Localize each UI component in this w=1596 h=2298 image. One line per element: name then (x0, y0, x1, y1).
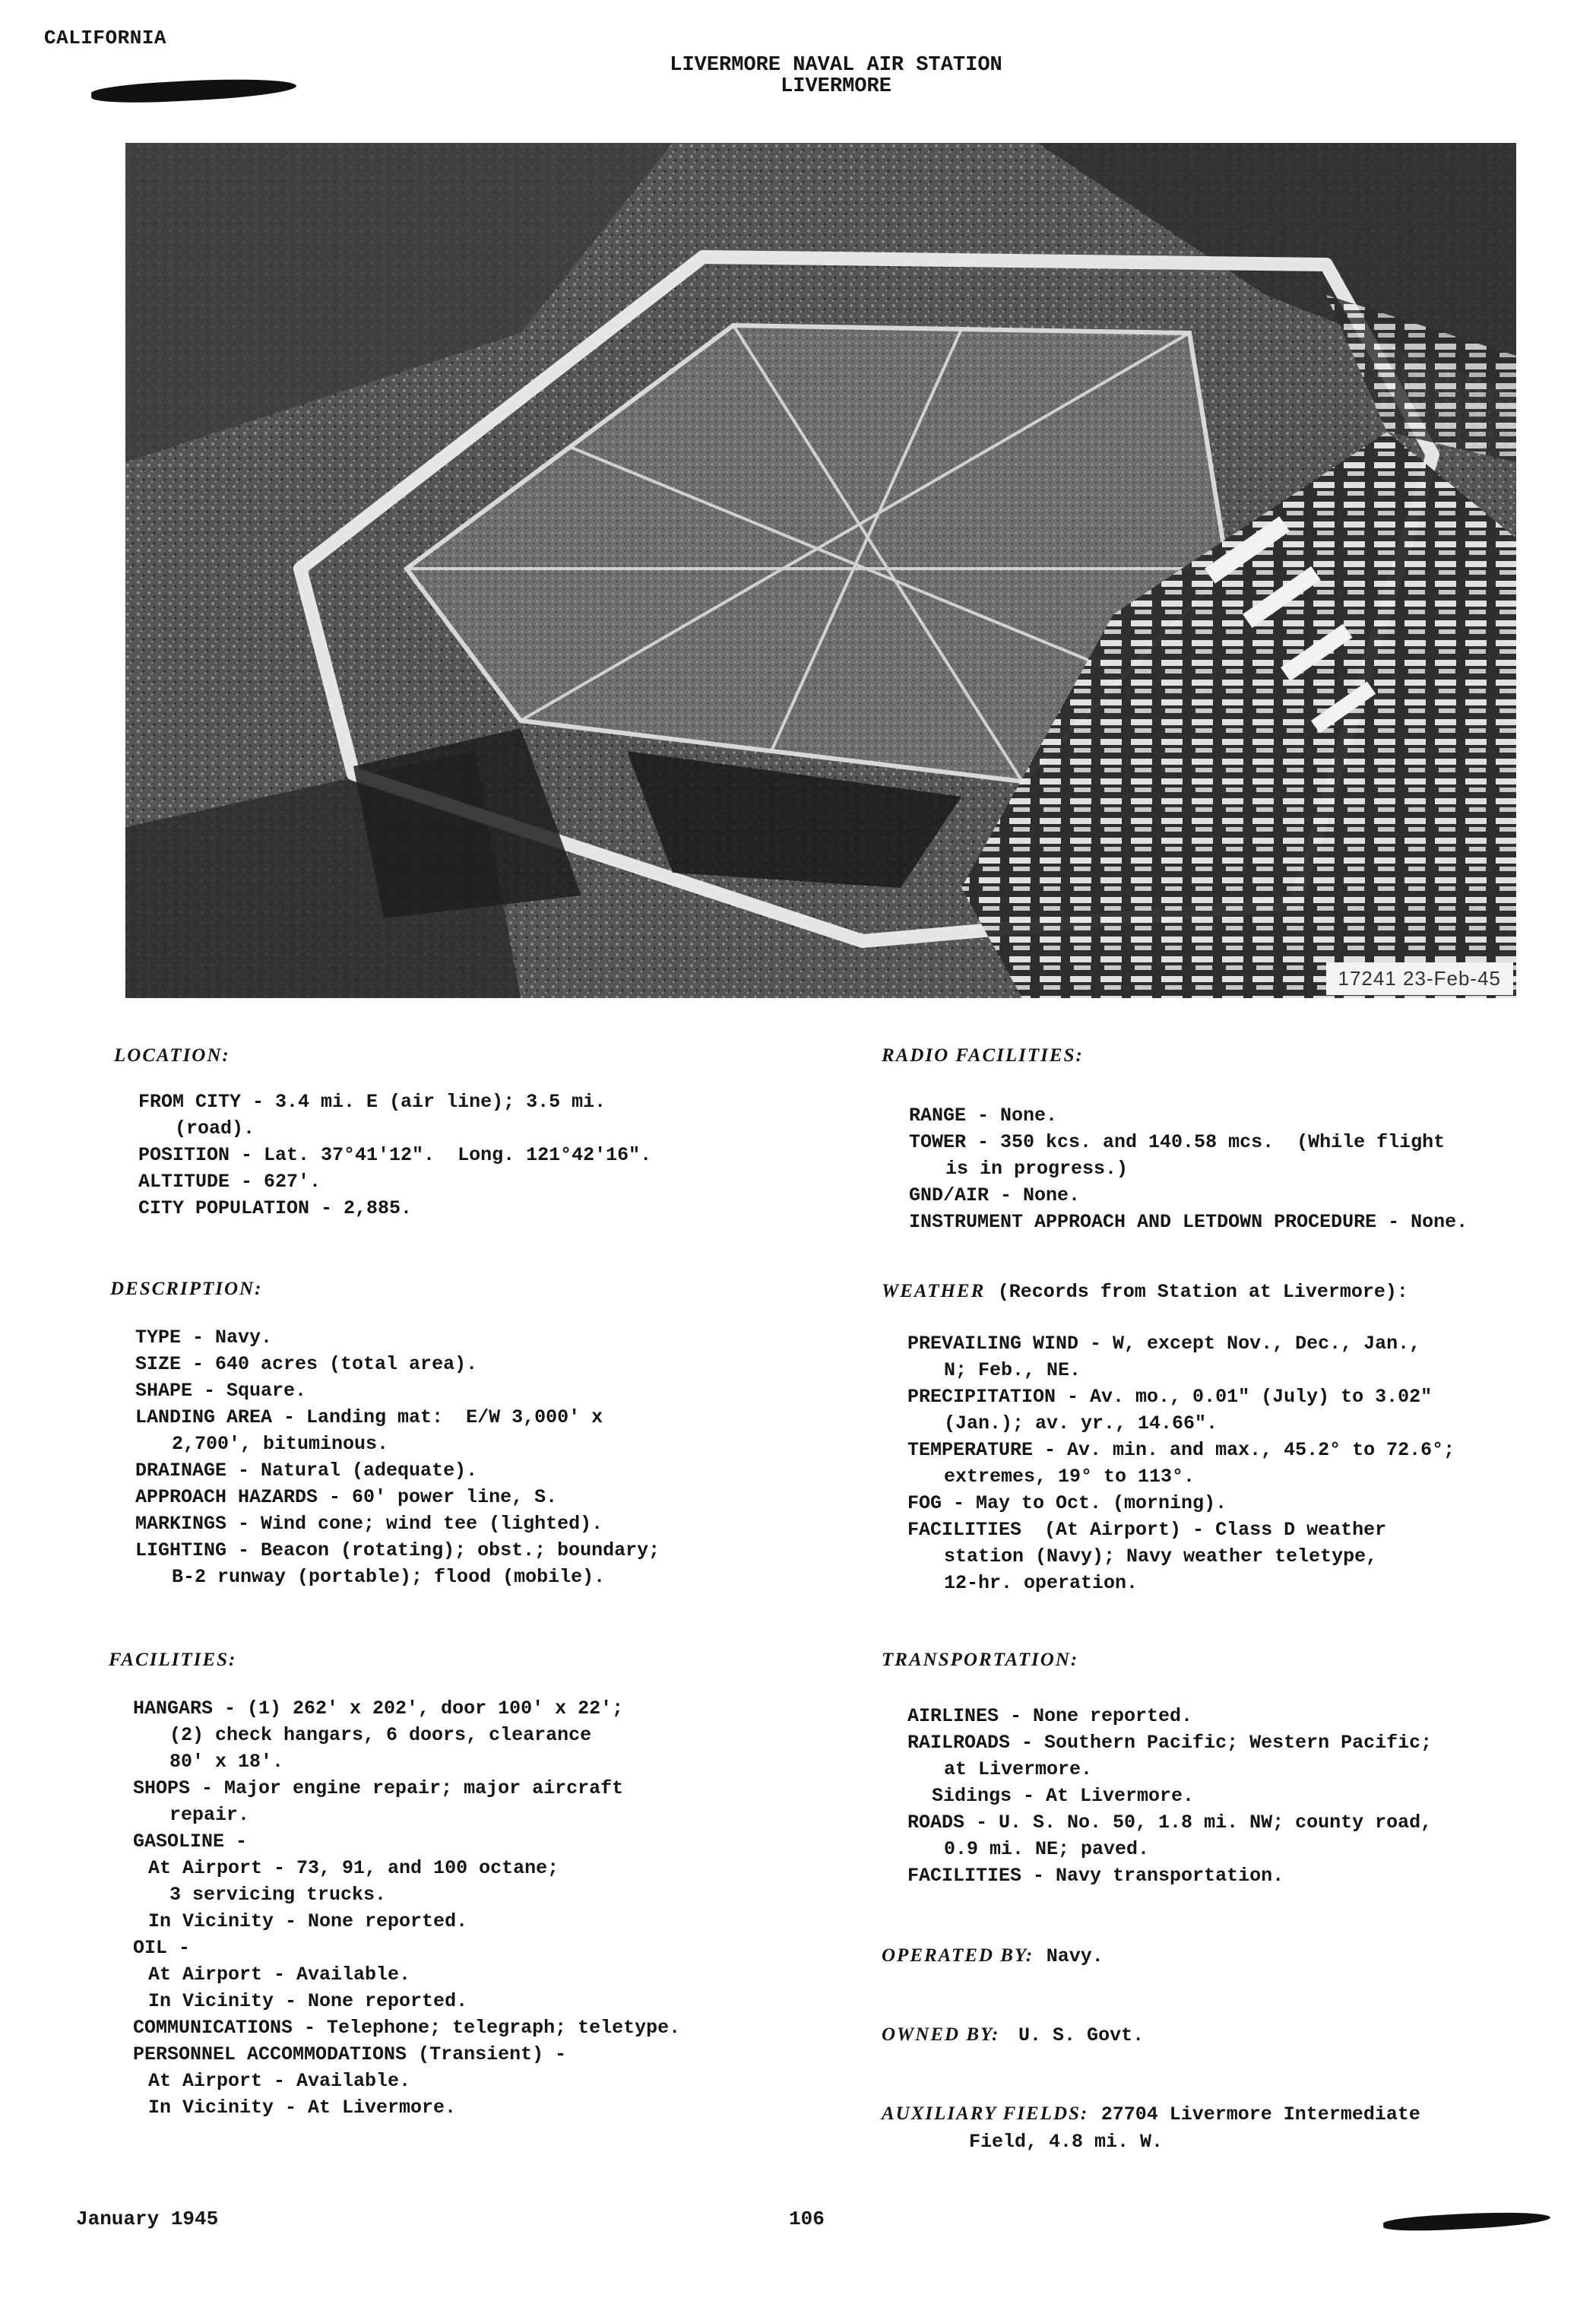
facilities-line: At Airport - Available. (148, 1964, 411, 1986)
weather-heading-label: WEATHER (882, 1281, 986, 1301)
location-line: (road). (175, 1117, 255, 1139)
facilities-line: SHOPS - Major engine repair; major aircraft (133, 1777, 624, 1799)
description-line: MARKINGS - Wind cone; wind tee (lighted). (135, 1513, 603, 1535)
weather-line: N; Feb., NE. (944, 1359, 1081, 1381)
aerial-photo-graphic (125, 143, 1516, 998)
facilities-line: (2) check hangars, 6 doors, clearance (169, 1724, 592, 1746)
weather-line: station (Navy); Navy weather teletype, (944, 1545, 1378, 1567)
description-line: LIGHTING - Beacon (rotating); obst.; boundary; (135, 1539, 660, 1561)
owned-by (882, 2022, 1144, 2049)
footer-date: January 1945 (76, 2208, 219, 2230)
facilities-line: OIL - (133, 1937, 191, 1959)
facilities-line: At Airport - 73, 91, and 100 octane; (148, 1857, 559, 1879)
facilities-line: 80' x 18'. (169, 1751, 284, 1773)
location-section (138, 1089, 651, 1222)
auxiliary-fields-value-2: Field, 4.8 mi. W. (969, 2131, 1164, 2153)
weather-line: FACILITIES (At Airport) - Class D weather (907, 1519, 1387, 1541)
transportation-line: 0.9 mi. NE; paved. (944, 1838, 1150, 1860)
facilities-line: PERSONNEL ACCOMMODATIONS (Transient) - (133, 2043, 567, 2065)
facilities-line: repair. (169, 1804, 250, 1826)
location-heading: LOCATION: (114, 1045, 230, 1066)
state-header: CALIFORNIA (44, 27, 167, 49)
auxiliary-fields-value: 27704 Livermore Intermediate (1100, 2103, 1420, 2125)
owned-by-label: OWNED BY: (882, 2024, 1000, 2045)
transportation-line: FACILITIES - Navy transportation. (907, 1865, 1284, 1887)
radio-line: TOWER - 350 kcs. and 140.58 mcs. (While flight (909, 1131, 1446, 1153)
description-line: TYPE - Navy. (135, 1327, 273, 1349)
radio-line: GND/AIR - None. (909, 1184, 1081, 1206)
facilities-line: GASOLINE - (133, 1830, 248, 1853)
redaction-mark-top (91, 75, 297, 106)
description-line: APPROACH HAZARDS - 60' power line, S. (135, 1486, 558, 1508)
weather-line: FOG - May to Oct. (morning). (907, 1492, 1227, 1514)
transportation-line: AIRLINES - None reported. (907, 1705, 1193, 1727)
weather-line: PRECIPITATION - Av. mo., 0.01" (July) to 3.02" (907, 1386, 1433, 1408)
transportation-line: at Livermore. (944, 1758, 1093, 1780)
radio-line: INSTRUMENT APPROACH AND LETDOWN PROCEDURE - None. (909, 1211, 1468, 1233)
owned-by-value: U. S. Govt. (1018, 2024, 1145, 2046)
photo-caption: 17241 23-Feb-45 (1326, 962, 1513, 995)
auxiliary-fields-label: AUXILIARY FIELDS: (882, 2103, 1089, 2124)
description-line: 2,700', bituminous. (172, 1433, 389, 1455)
facilities-line: 3 servicing trucks. (169, 1884, 387, 1906)
location-line: ALTITUDE - 627'. (138, 1171, 321, 1193)
location-line: FROM CITY - 3.4 mi. E (air line); 3.5 mi. (138, 1091, 606, 1113)
weather-heading (882, 1279, 1408, 1305)
facilities-section (133, 1695, 680, 2121)
redaction-mark-bottom (1383, 2209, 1551, 2233)
operated-by (882, 1943, 1104, 1970)
description-heading: DESCRIPTION: (110, 1279, 263, 1299)
facilities-line: COMMUNICATIONS - Telephone; telegraph; teletype. (133, 2017, 681, 2039)
weather-line: 12-hr. operation. (944, 1572, 1138, 1594)
weather-line: (Jan.); av. yr., 14.66". (944, 1412, 1218, 1434)
description-line: DRAINAGE - Natural (adequate). (135, 1460, 478, 1482)
title-line-1: LIVERMORE NAVAL AIR STATION (670, 54, 1002, 77)
facilities-heading: FACILITIES: (109, 1650, 237, 1670)
operated-by-value: Navy. (1046, 1945, 1104, 1967)
auxiliary-fields (882, 2101, 1420, 2128)
facilities-line: In Vicinity - None reported. (148, 1910, 468, 1932)
facilities-line: In Vicinity - At Livermore. (148, 2097, 457, 2119)
weather-line: TEMPERATURE - Av. min. and max., 45.2° to 72.6°; (907, 1439, 1455, 1461)
transportation-line: RAILROADS - Southern Pacific; Western Pacific; (907, 1732, 1433, 1754)
weather-heading-note: (Records from Station at Livermore): (997, 1281, 1408, 1303)
radio-line: RANGE - None. (909, 1105, 1058, 1127)
location-line: POSITION - Lat. 37°41'12". Long. 121°42'16". (138, 1144, 652, 1166)
facilities-line: In Vicinity - None reported. (148, 1990, 468, 2012)
description-line: SIZE - 640 acres (total area). (135, 1353, 478, 1375)
facilities-line: HANGARS - (1) 262' x 202', door 100' x 22'; (133, 1697, 624, 1720)
description-section (135, 1324, 660, 1590)
aerial-photo (125, 143, 1516, 998)
location-line: CITY POPULATION - 2,885. (138, 1197, 413, 1219)
title-line-2: LIVERMORE (781, 75, 891, 98)
description-line: SHAPE - Square. (135, 1380, 307, 1402)
radio-line: is in progress.) (945, 1158, 1129, 1180)
weather-section (907, 1330, 1455, 1596)
transportation-section (907, 1703, 1432, 1889)
description-line: B-2 runway (portable); flood (mobile). (172, 1566, 606, 1588)
transportation-heading: TRANSPORTATION: (882, 1650, 1079, 1670)
operated-by-label: OPERATED BY: (882, 1945, 1034, 1966)
page-title (623, 55, 1049, 97)
page-number: 106 (789, 2208, 825, 2230)
transportation-line: ROADS - U. S. No. 50, 1.8 mi. NW; county road, (907, 1811, 1433, 1834)
weather-line: extremes, 19° to 113°. (944, 1466, 1195, 1488)
radio-heading: RADIO FACILITIES: (882, 1045, 1084, 1066)
transportation-line: Sidings - At Livermore. (932, 1785, 1195, 1807)
facilities-line: At Airport - Available. (148, 2070, 411, 2092)
description-line: LANDING AREA - Landing mat: E/W 3,000' x (135, 1406, 603, 1428)
weather-line: PREVAILING WIND - W, except Nov., Dec., Jan., (907, 1333, 1421, 1355)
radio-section (909, 1102, 1468, 1235)
